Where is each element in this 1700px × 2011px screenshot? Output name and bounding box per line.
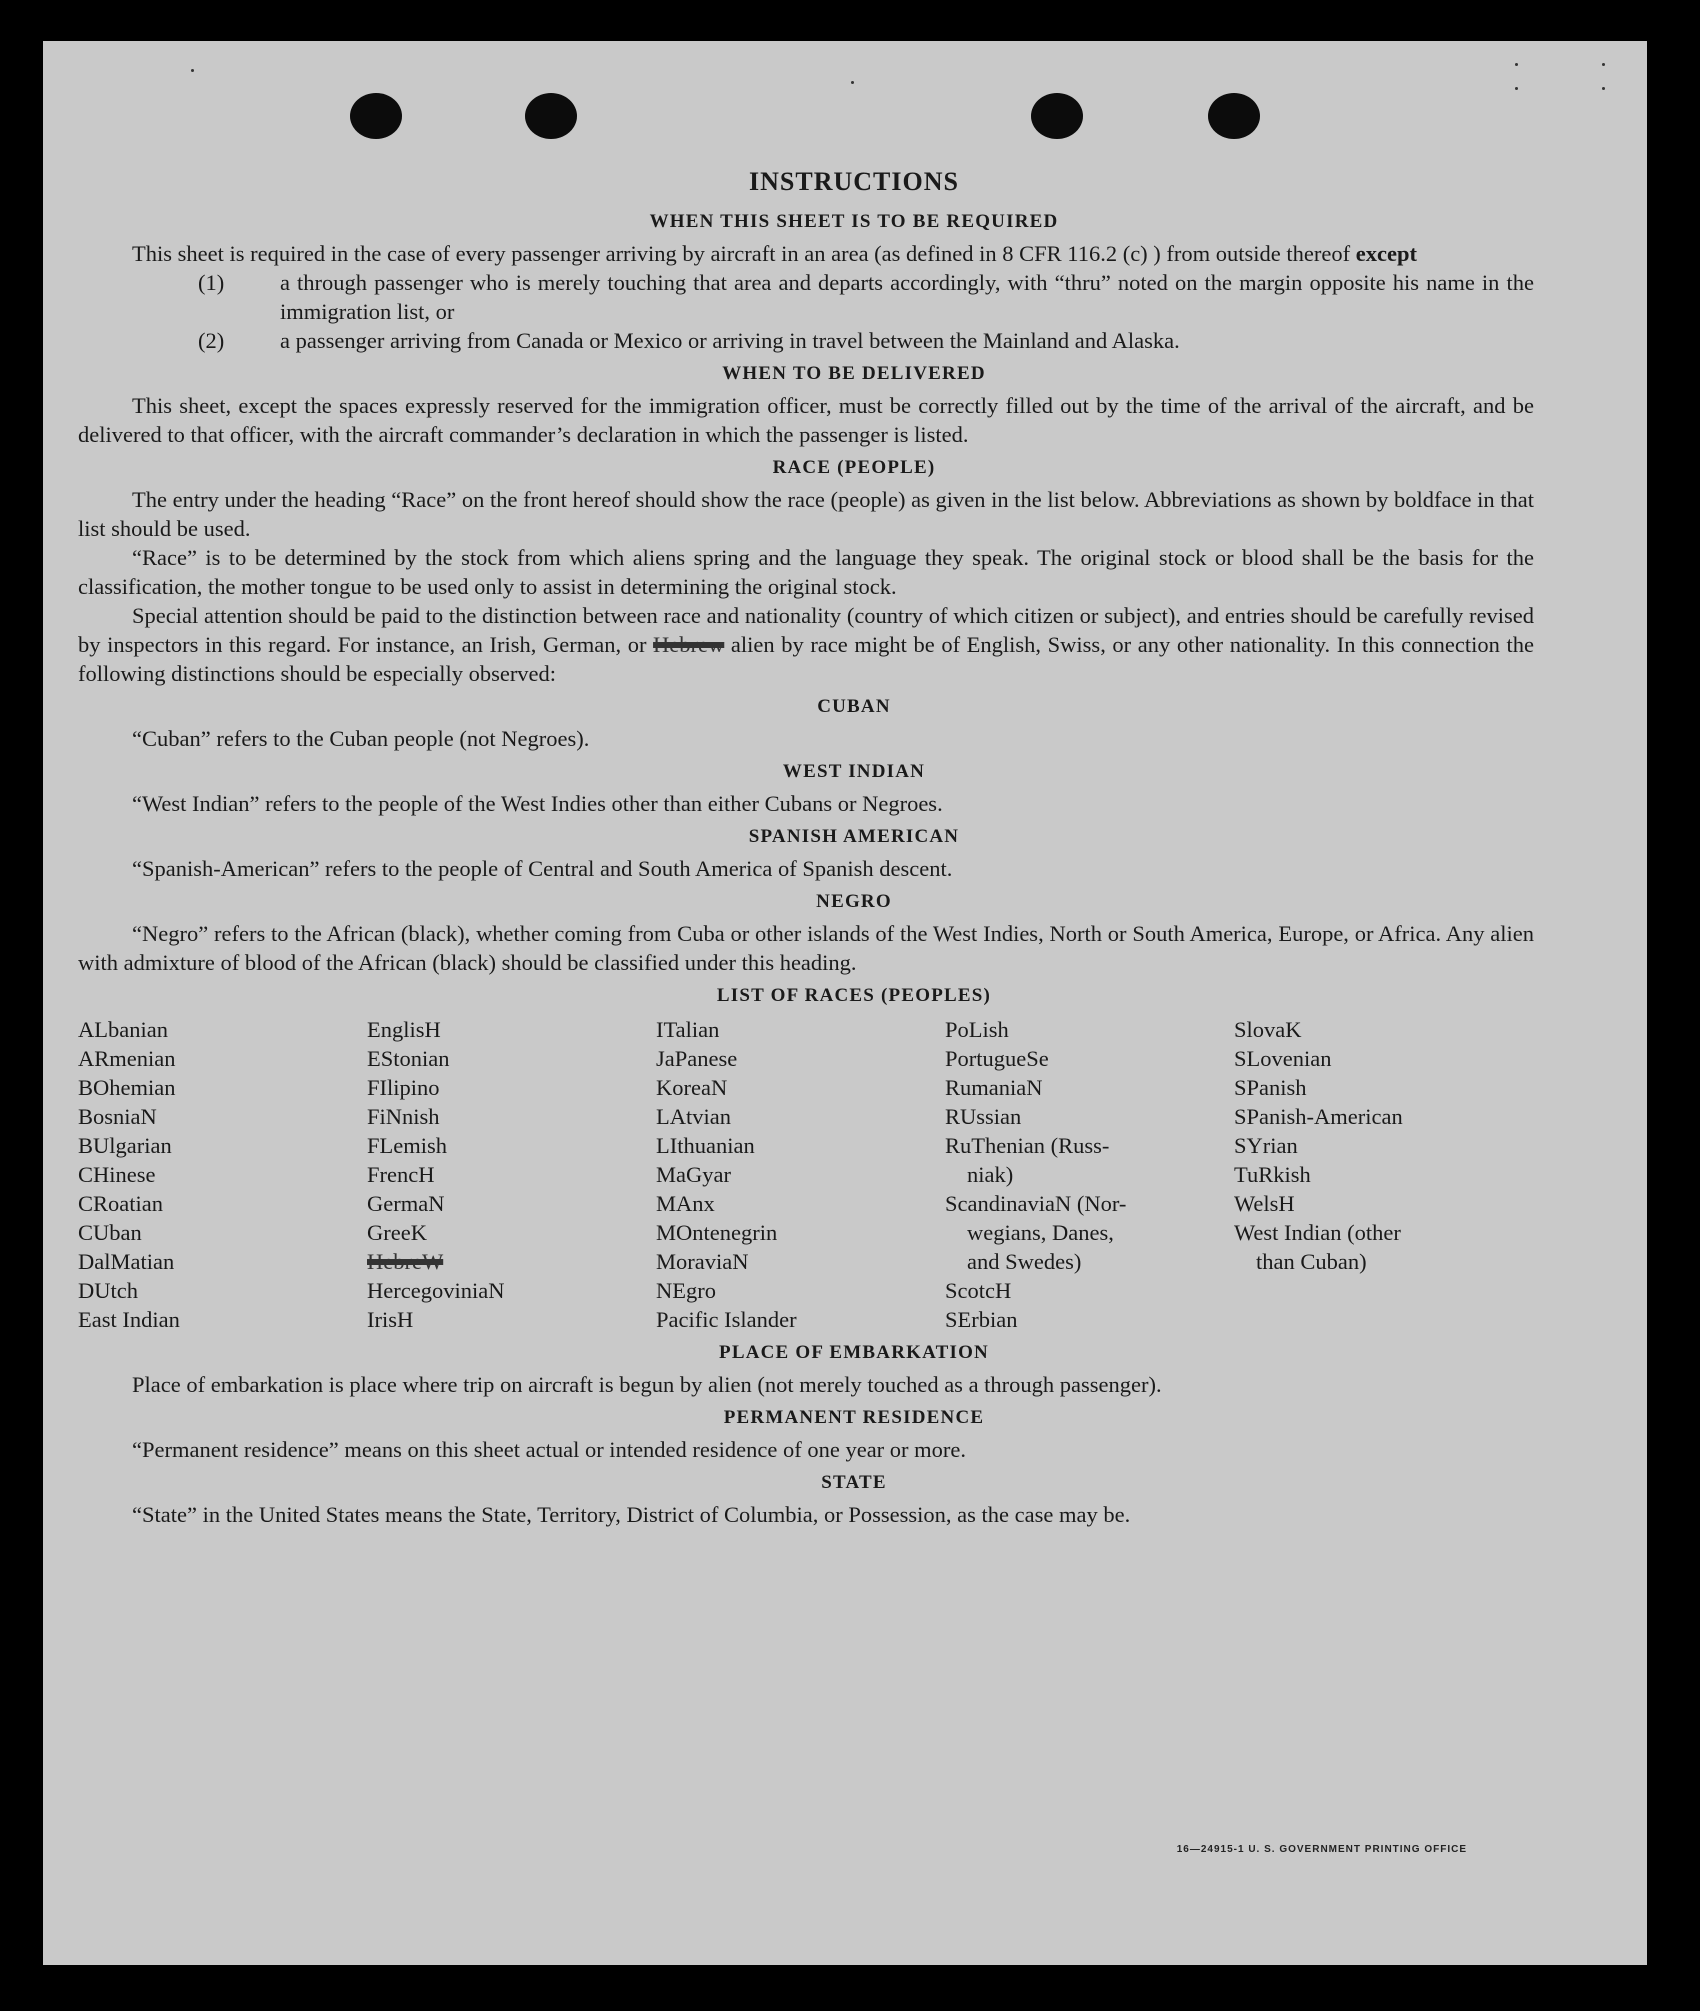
race-entry: ScotcH [945, 1278, 1012, 1303]
heading-when-required: WHEN THIS SHEET IS TO BE REQUIRED [649, 211, 1059, 232]
races-column-3 [656, 1015, 945, 1334]
required-intro: This sheet is required in the case of every passenger arriving by aircraft in an area (as defined in 8 CFR 116.2 (c) ) from outside thereof except [132, 241, 1417, 266]
race-entry: WelsH [1234, 1191, 1295, 1216]
race-entry: GreeK [367, 1220, 427, 1245]
race-entry: RUssian [945, 1104, 1022, 1129]
race-entry: PoLish [945, 1017, 1009, 1042]
punch-hole [1208, 93, 1260, 139]
speck [1515, 63, 1518, 66]
heading-state: STATE [821, 1472, 887, 1493]
race-entry: RumaniaN [945, 1075, 1043, 1100]
race-entry: MAnx [656, 1191, 715, 1216]
punch-hole [1031, 93, 1083, 139]
heading-spanish-american: SPANISH AMERICAN [748, 826, 960, 847]
race-entry: EStonian [367, 1046, 450, 1071]
printing-office-code: 16—24915‑1 U. S. GOVERNMENT PRINTING OFFICE [1176, 1844, 1467, 1855]
negro-text: “Negro” refers to the African (black), whether coming from Cuba or other islands of the West Indies, North or South America, Europe, or Africa. Any alien with admixture of blood of the African (black) should be classified under this heading. [78, 921, 1534, 975]
race-entry: GermaN [367, 1191, 445, 1216]
race-entry: BosniaN [78, 1104, 157, 1129]
state-text: “State” in the United States means the State, Territory, District of Columbia, or Possession, as the case may be. [132, 1502, 1131, 1527]
race-entry: LAtvian [656, 1104, 731, 1129]
heading-race: RACE (PEOPLE) [772, 457, 936, 478]
race-entry: ScandinaviaN (Nor- [945, 1191, 1127, 1216]
race-paragraph-2: “Race” is to be determined by the stock from which aliens spring and the language they speak. The original stock or blood shall be the basis for the classification, the mother tongue to be used only to assist in determining the original stock. [78, 545, 1534, 599]
speck [1515, 87, 1518, 90]
race-entry: CUban [78, 1220, 142, 1245]
race-entry: SYrian [1234, 1133, 1298, 1158]
race-entry: HebreW [367, 1249, 444, 1274]
exception-item: (1) a through passenger who is merely touching that area and departs accordingly, with “thru” noted on the margin opposite his name in the immigration list, or [198, 270, 1534, 324]
delivered-text: This sheet, except the spaces expressly reserved for the immigration officer, must be correctly filled out by the time of the arrival of the aircraft, and be delivered to that officer, with the aircraft commander’s declaration in which the passenger is listed. [78, 393, 1534, 447]
race-entry: CRoatian [78, 1191, 163, 1216]
race-entry: ALbanian [78, 1017, 168, 1042]
race-entry: DUtch [78, 1278, 138, 1303]
race-entry: IrisH [367, 1307, 414, 1332]
heading-list-of-races: LIST OF RACES (PEOPLES) [716, 985, 992, 1006]
race-entry: LIthuanian [656, 1133, 755, 1158]
race-entry: ITalian [656, 1017, 720, 1042]
race-entry: East Indian [78, 1307, 180, 1332]
punch-hole [525, 93, 577, 139]
instructions-content [78, 167, 1534, 1529]
heading-when-delivered: WHEN TO BE DELIVERED [722, 363, 986, 384]
races-column-4 [945, 1015, 1234, 1334]
exception-item: (2) a passenger arriving from Canada or Mexico or arriving in travel between the Mainland and Alaska. [198, 328, 1180, 353]
race-entry: BOhemian [78, 1075, 176, 1100]
heading-embarkation: PLACE OF EMBARKATION [719, 1342, 989, 1363]
spanish-american-text: “Spanish-American” refers to the people of Central and South America of Spanish descent. [132, 856, 953, 881]
punch-hole [350, 93, 402, 139]
speck [191, 69, 194, 72]
race-entry: EnglisH [367, 1017, 441, 1042]
races-column-2 [367, 1015, 656, 1334]
race-entry: KoreaN [656, 1075, 728, 1100]
speck [1602, 63, 1605, 66]
race-entry: MaGyar [656, 1162, 731, 1187]
heading-negro: NEGRO [816, 891, 892, 912]
race-entry: SlovaK [1234, 1017, 1302, 1042]
races-column-1 [78, 1015, 367, 1334]
west-indian-text: “West Indian” refers to the people of the West Indies other than either Cubans or Negroes. [132, 791, 943, 816]
race-entry: FIlipino [367, 1075, 440, 1100]
race-entry: ARmenian [78, 1046, 176, 1071]
race-paragraph-3: Special attention should be paid to the distinction between race and nationality (country of which citizen or subject), and entries should be carefully revised by inspectors in this regard. For instance, an Irish, German, or Hebrew alien by race might be of English, Swiss, or any other nationality. In this connection the following distinctions should be especially observed: [78, 603, 1534, 686]
race-entry: wegians, Danes, [967, 1220, 1114, 1245]
race-entry: JaPanese [656, 1046, 738, 1071]
race-entry: NEgro [656, 1278, 716, 1303]
speck [1602, 87, 1605, 90]
race-entry: TuRkish [1234, 1162, 1311, 1187]
races-list [78, 1015, 1534, 1334]
race-entry: SErbian [945, 1307, 1018, 1332]
page-title: INSTRUCTIONS [749, 167, 959, 196]
race-entry: SLovenian [1234, 1046, 1332, 1071]
race-entry: Pacific Islander [656, 1307, 797, 1332]
cuban-text: “Cuban” refers to the Cuban people (not Negroes). [132, 726, 590, 751]
embarkation-text: Place of embarkation is place where trip on aircraft is begun by alien (not merely touched as a through passenger). [132, 1372, 1162, 1397]
race-entry: FrencH [367, 1162, 435, 1187]
document-page [43, 41, 1647, 1965]
race-paragraph-1: The entry under the heading “Race” on the front hereof should show the race (people) as given in the list below. Abbreviations as shown by boldface in that list should be used. [78, 487, 1534, 541]
heading-residence: PERMANENT RESIDENCE [723, 1407, 985, 1428]
race-entry: SPanish-American [1234, 1104, 1403, 1129]
race-entry: PortugueSe [945, 1046, 1049, 1071]
race-entry: SPanish [1234, 1075, 1307, 1100]
race-entry: BUlgarian [78, 1133, 172, 1158]
race-entry: RuThenian (Russ- [945, 1133, 1110, 1158]
struck-word: Hebrew [653, 632, 725, 657]
race-entry: niak) [967, 1162, 1014, 1187]
race-entry: MoraviaN [656, 1249, 749, 1274]
race-entry: FLemish [367, 1133, 448, 1158]
race-entry: HercegoviniaN [367, 1278, 505, 1303]
race-entry: MOntenegrin [656, 1220, 778, 1245]
races-column-5 [1234, 1015, 1523, 1334]
exceptions-list [78, 268, 1534, 355]
race-entry: CHinese [78, 1162, 156, 1187]
race-entry: DalMatian [78, 1249, 175, 1274]
race-entry: than Cuban) [1256, 1249, 1367, 1274]
race-entry: FiNnish [367, 1104, 440, 1129]
race-entry: and Swedes) [967, 1249, 1082, 1274]
race-entry: West Indian (other [1234, 1220, 1401, 1245]
residence-text: “Permanent residence” means on this sheet actual or intended residence of one year or more. [132, 1437, 967, 1462]
speck [851, 81, 854, 84]
heading-cuban: CUBAN [817, 696, 891, 717]
heading-west-indian: WEST INDIAN [782, 761, 926, 782]
